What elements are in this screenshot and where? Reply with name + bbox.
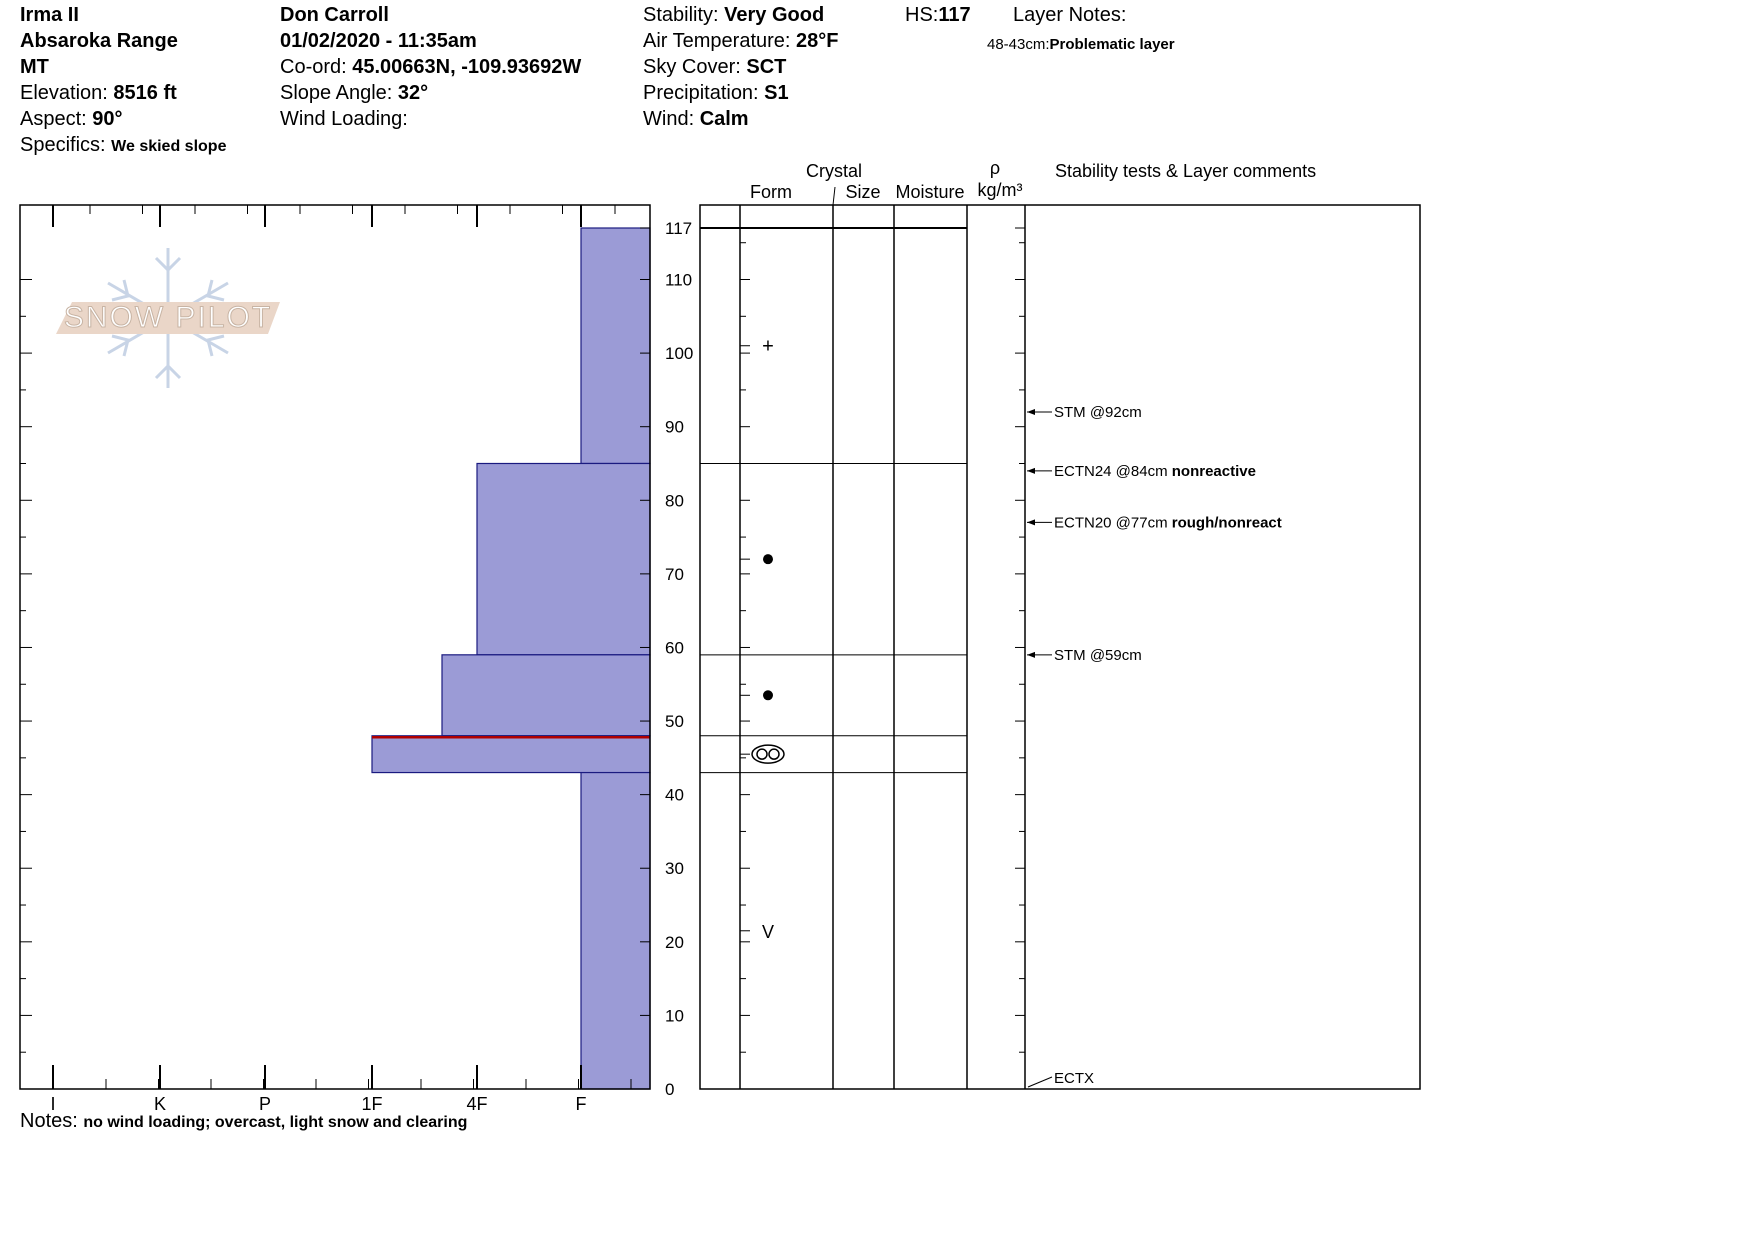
test-comment: nonreactive — [1171, 462, 1256, 480]
depth-label-30: 30 — [665, 859, 684, 879]
test-name: STM @59cm — [1054, 646, 1142, 664]
precip-value: S1 — [764, 82, 789, 104]
hardness-label-4F: 4F — [466, 1094, 488, 1114]
depth-label-70: 70 — [665, 564, 684, 584]
stability-value: Very Good — [724, 4, 825, 26]
hardness-bar-1 — [477, 463, 650, 654]
coord-label: Co-ord: — [280, 56, 353, 78]
depth-label-100: 100 — [665, 344, 694, 364]
test-comment: rough/nonreact — [1171, 514, 1282, 532]
stability-label: Stability: — [643, 4, 725, 26]
coord-value: 45.00663N, -109.93692W — [352, 56, 582, 78]
hardness-label-P: P — [258, 1094, 272, 1114]
form-symbol-4: V — [761, 921, 775, 942]
header-comments: Stability tests & Layer comments — [1055, 161, 1317, 181]
header-moisture: Moisture — [895, 182, 965, 202]
layer-notes-text: Problematic layer — [1049, 36, 1175, 53]
depth-label-90: 90 — [665, 417, 684, 437]
test-arrowhead-2 — [1027, 519, 1035, 525]
hs-value: 117 — [938, 4, 971, 26]
hardness-bar-2 — [442, 655, 650, 736]
wind-loading-label: Wind Loading: — [280, 108, 408, 130]
air-temp-value: 28°F — [796, 30, 839, 52]
notes-text: no wind loading; overcast, light snow and clearing — [83, 1114, 468, 1131]
sky-value: SCT — [746, 56, 787, 78]
test-label-1 — [1054, 463, 1256, 480]
precip-label: Precipitation: — [643, 82, 765, 104]
site-range: Absaroka Range — [20, 30, 178, 52]
header-density-unit: kg/m³ — [977, 180, 1023, 200]
test-arrow-4 — [1028, 1077, 1052, 1087]
test-arrowhead-1 — [1027, 468, 1035, 474]
test-name: ECTN24 @84cm — [1054, 462, 1172, 480]
depth-label-110: 110 — [665, 270, 693, 290]
depth-label-10: 10 — [665, 1006, 684, 1026]
sky-label: Sky Cover: — [643, 56, 747, 78]
test-label-2 — [1054, 514, 1282, 531]
test-label-4: ECTX — [1054, 1070, 1095, 1087]
slope-label: Slope Angle: — [280, 82, 398, 104]
slope-value: 32° — [397, 82, 429, 104]
hardness-label-1F: 1F — [361, 1094, 383, 1114]
wind-value: Calm — [699, 108, 749, 130]
wind-label: Wind: — [643, 108, 700, 130]
depth-label-117: 117 — [665, 219, 693, 238]
elevation-value: 8516 ft — [113, 82, 177, 104]
crystal-header-divider — [833, 187, 835, 205]
logo-text: SNOW PILOT — [63, 301, 273, 334]
aspect-value: 90° — [92, 108, 123, 130]
aspect-label: Aspect: — [20, 108, 93, 130]
specifics-label: Specifics: — [20, 134, 112, 156]
snowpilot-logo — [56, 248, 280, 388]
depth-label-80: 80 — [665, 491, 684, 511]
depth-label-40: 40 — [665, 785, 684, 805]
hardness-label-I: I — [50, 1094, 56, 1114]
test-arrowhead-0 — [1027, 409, 1035, 415]
form-symbol-0: + — [762, 335, 774, 358]
hardness-label-F: F — [575, 1094, 587, 1114]
header-crystal: Crystal — [805, 161, 863, 181]
hardness-label-K: K — [153, 1094, 167, 1114]
test-name: ECTN20 @77cm — [1054, 514, 1172, 532]
site-state: MT — [20, 56, 49, 78]
depth-label-50: 50 — [665, 712, 684, 732]
hardness-bar-0 — [581, 228, 650, 463]
layer-notes-range: 48-43cm: — [987, 36, 1050, 53]
header-form: Form — [750, 182, 792, 202]
depth-label-0: 0 — [665, 1080, 675, 1099]
site-name: Irma II — [20, 4, 79, 26]
header-size: Size — [845, 182, 881, 202]
form-symbol-round-1 — [763, 554, 773, 564]
air-temp-label: Air Temperature: — [643, 30, 797, 52]
specifics-value: We skied slope — [111, 138, 227, 155]
hs-label: HS: — [905, 4, 939, 26]
test-name: STM @92cm — [1054, 403, 1142, 421]
form-symbol-surface-hoar-left — [757, 749, 767, 759]
form-symbol-round-2 — [763, 690, 773, 700]
header-rho: ρ — [989, 158, 1001, 178]
depth-label-20: 20 — [665, 932, 684, 952]
test-label-0 — [1054, 404, 1142, 421]
depth-label-60: 60 — [665, 638, 684, 658]
test-label-3 — [1054, 647, 1142, 664]
layer-notes-title: Layer Notes: — [1013, 4, 1127, 26]
elevation-label: Elevation: — [20, 82, 114, 104]
hardness-bar-3 — [372, 736, 650, 773]
hardness-bar-4 — [581, 773, 650, 1089]
notes-label: Notes: — [20, 1110, 84, 1132]
observer-name: Don Carroll — [280, 4, 389, 26]
form-symbol-surface-hoar-right — [769, 749, 779, 759]
test-arrowhead-3 — [1027, 652, 1035, 658]
observation-datetime: 01/02/2020 - 11:35am — [280, 30, 477, 52]
